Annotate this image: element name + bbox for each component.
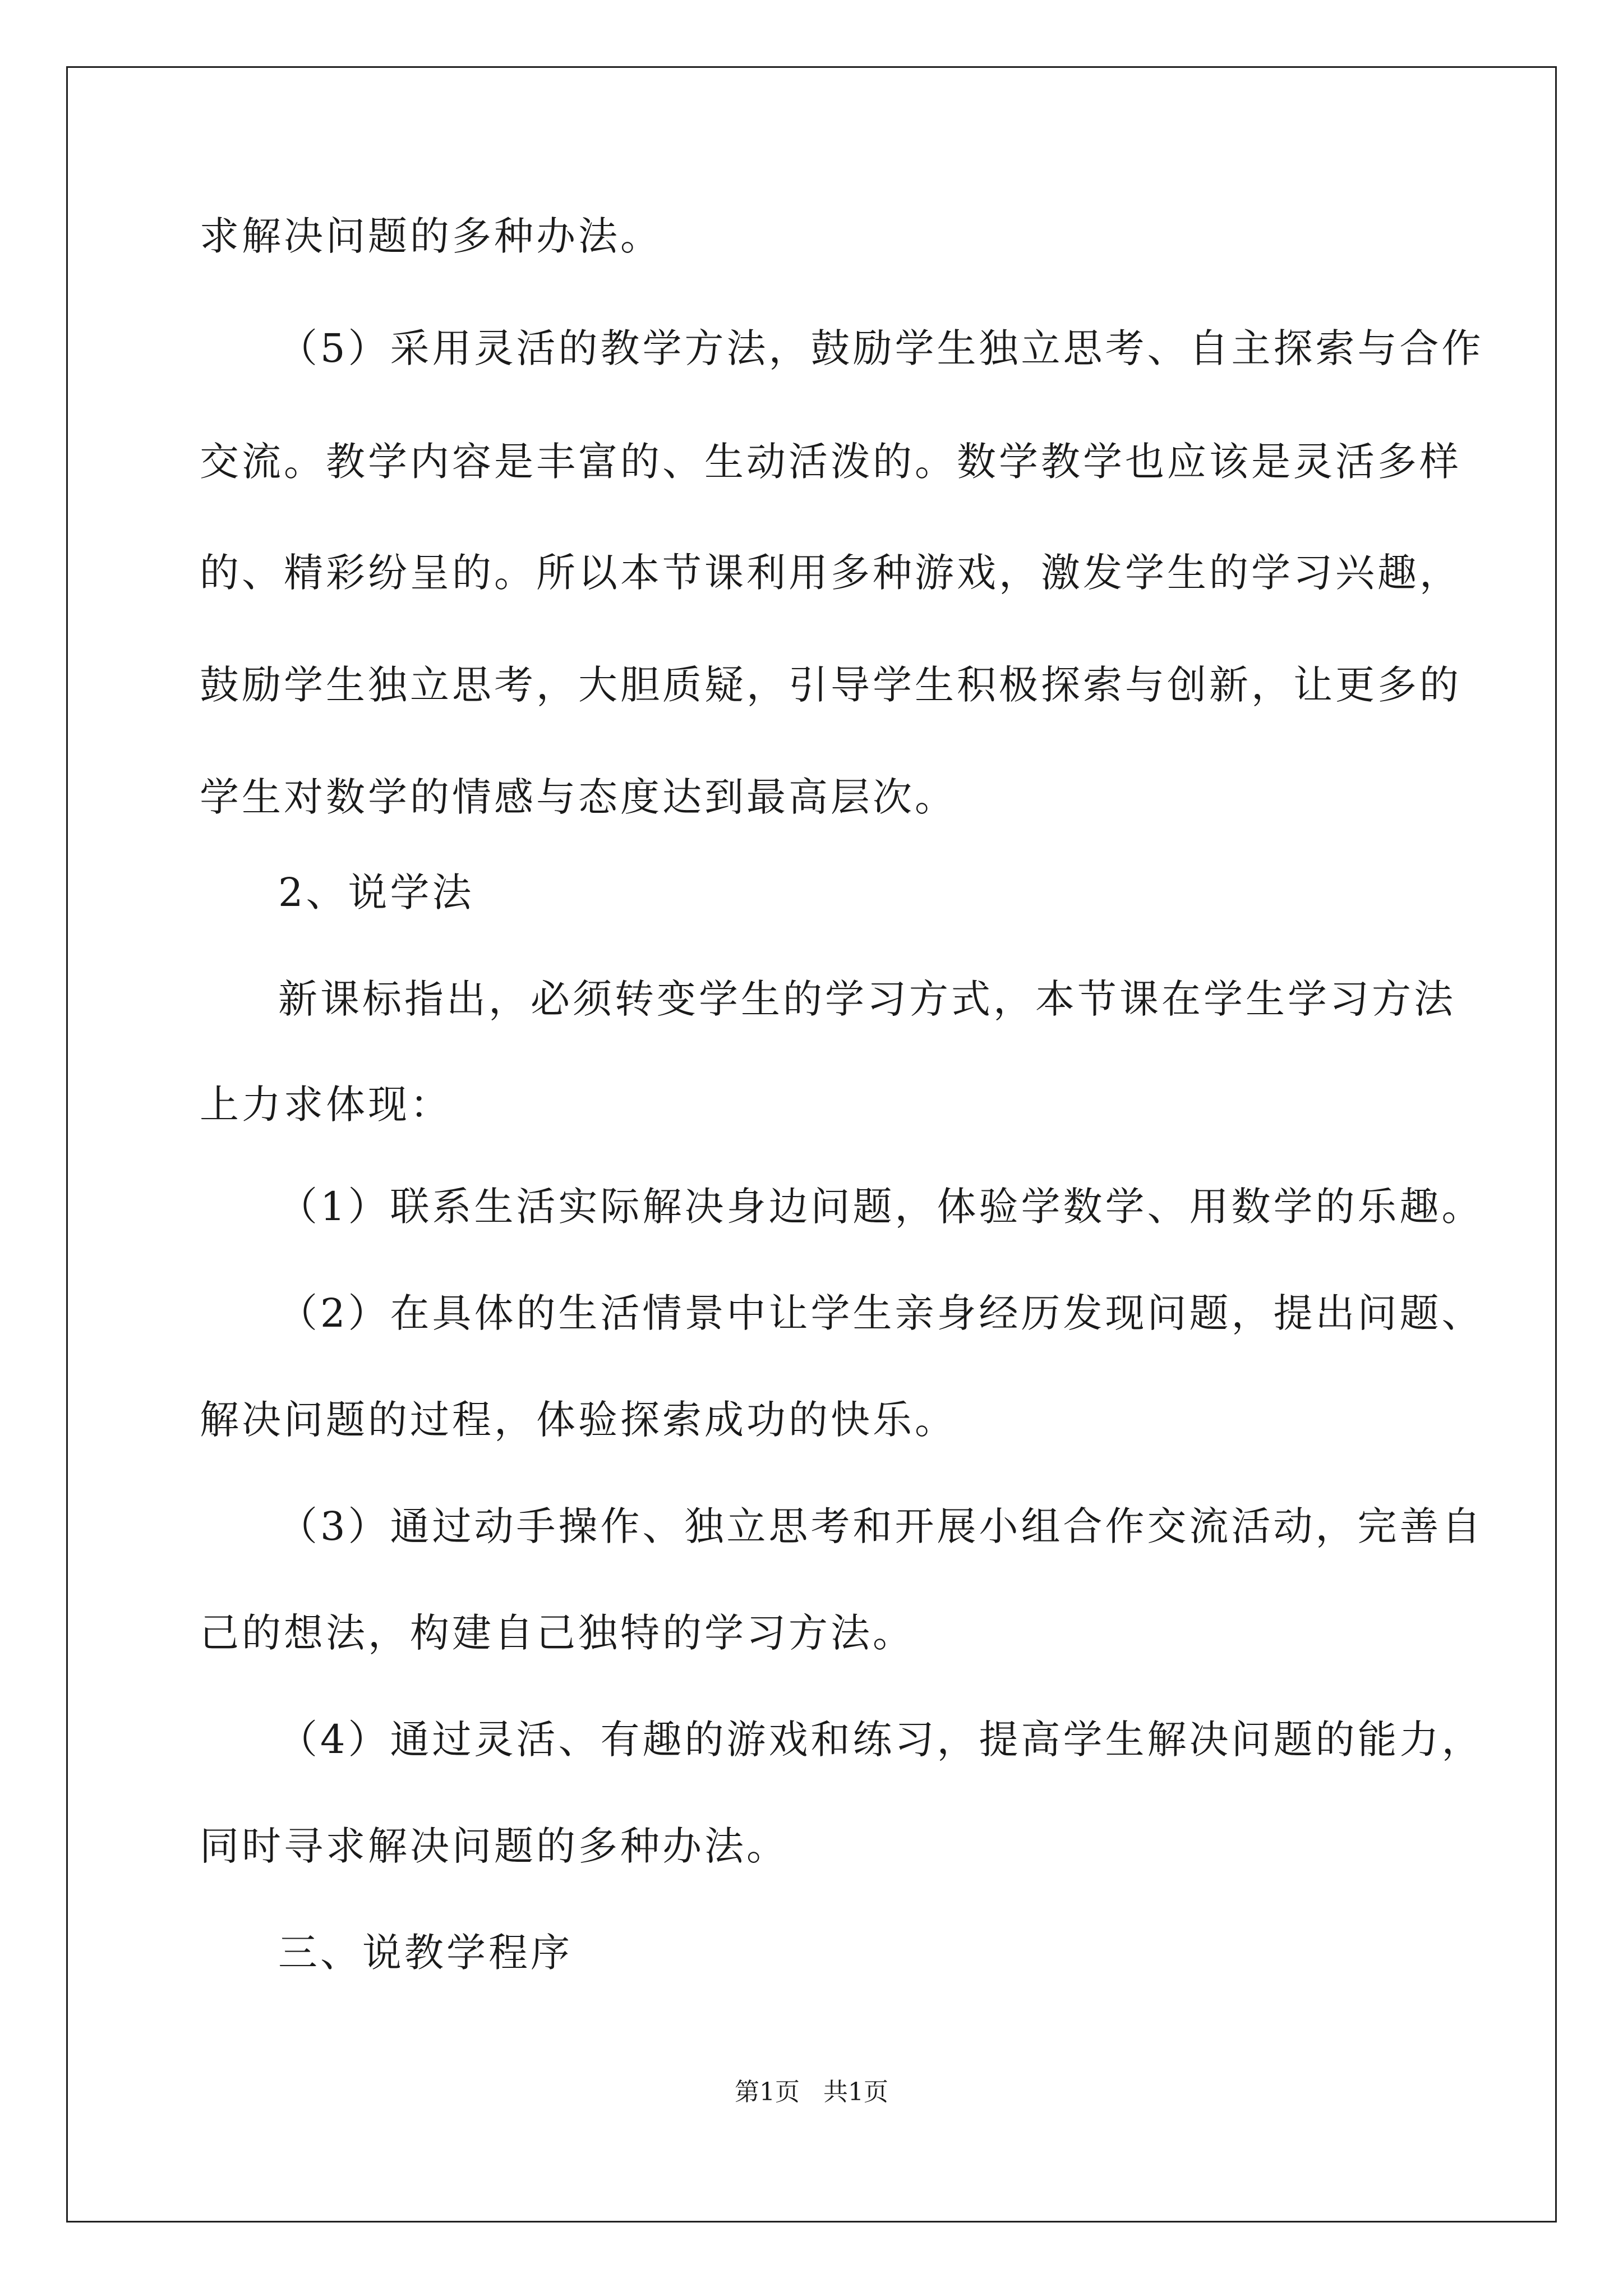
text-line: 己的想法，构建自己独特的学习方法。	[200, 1610, 915, 1656]
text-line: 鼓励学生独立思考，大胆质疑，引导学生积极探索与创新，让更多的	[200, 662, 1461, 708]
text-line: （3）通过动手操作、独立思考和开展小组合作交流活动，完善自	[278, 1503, 1484, 1549]
text-line: 上力求体现：	[200, 1082, 452, 1128]
text-line: 求解决问题的多种办法。	[200, 213, 662, 259]
section-heading: 三、说教学程序	[278, 1930, 573, 1976]
text-line: （2）在具体的生活情景中让学生亲身经历发现问题，提出问题、	[278, 1290, 1484, 1336]
text-line: （1）联系生活实际解决身边问题，体验学数学、用数学的乐趣。	[278, 1184, 1484, 1230]
text-line: 同时寻求解决问题的多种办法。	[200, 1823, 789, 1869]
text-line: （5）采用灵活的教学方法，鼓励学生独立思考、自主探索与合作	[278, 325, 1484, 371]
page-footer: 第1页 共1页	[735, 2078, 888, 2106]
text-line: 的、精彩纷呈的。所以本节课利用多种游戏，激发学生的学习兴趣，	[200, 550, 1461, 596]
text-line: 交流。教学内容是丰富的、生动活泼的。数学教学也应该是灵活多样	[200, 439, 1461, 485]
page-border	[66, 66, 1557, 2223]
text-line: 解决问题的过程，体验探索成功的快乐。	[200, 1397, 957, 1443]
text-line: 新课标指出，必须转变学生的学习方式，本节课在学生学习方法	[278, 976, 1456, 1022]
section-heading: 2、说学法	[278, 869, 474, 915]
text-line: 学生对数学的情感与态度达到最高层次。	[200, 774, 957, 820]
text-line: （4）通过灵活、有趣的游戏和练习，提高学生解决问题的能力，	[278, 1717, 1484, 1763]
